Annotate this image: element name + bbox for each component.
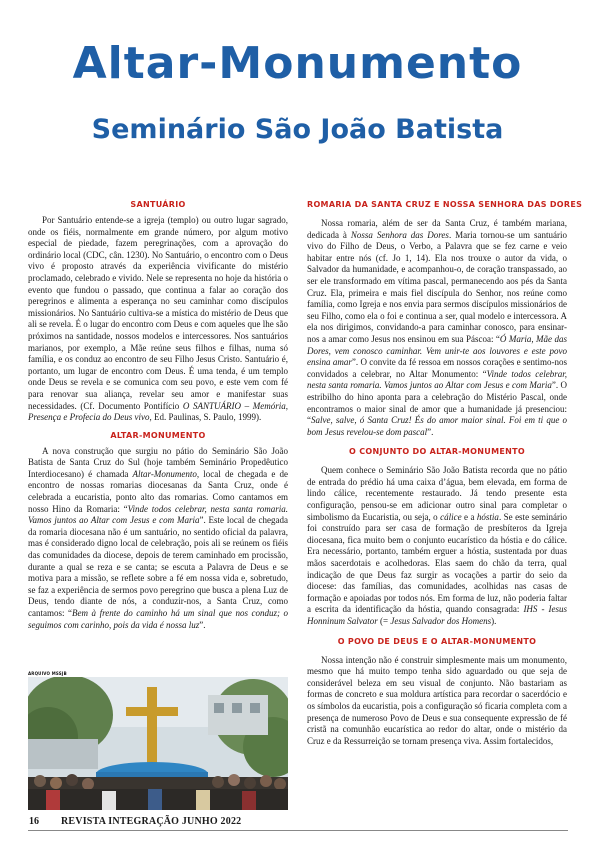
text-em: Altar-Monumento (132, 468, 197, 479)
altar-monumento-paragraph (28, 446, 288, 632)
text: ”. (427, 426, 434, 437)
text: , local de chegada e de encontro de nossas romarias diocesanas da Santa Cruz, onde é celebrada a eucaristia, ponto alto das romarias. Como cantamos em nosso Hino da Romaria: “ (28, 468, 289, 514)
footer-divider (28, 830, 568, 831)
text-em: Bem à frente do caminho há um sinal que nos conduz; o seguimos com carinho, pois da vida é nossa luz (28, 608, 288, 630)
text-em: Jesus Salvador dos Homens (390, 616, 492, 626)
text: . Se este seminário foi construído para ser casa de formação de presbíteros da Igreja diocesana, fica muito bem o conjunto eucarístico da hóstia e do cálice. Era necessário, portanto, também erguer a hóstia, sustentada por duas mãos sacerdotais e acolhedoras. Elas saem do chão da terra, qual indicação de que Deus faz surgir as vocações a partir do seio da diocese: das famílias, das comunidades, acolhidas nas casas de formação e apoiadas por todos nós. Em forma de luz, não poderia faltar a escrita da identificação da hóstia, quando consagrada: (307, 511, 567, 615)
text-em: O SANTUÁRIO – Memória, Presença e Profecia do Deus vivo (28, 400, 288, 423)
text-em: Vinde todos celebrar, nesta santa romaria. Vamos juntos ao Altar com Jesus e com Maria (28, 503, 288, 526)
right-column (307, 200, 583, 747)
text: ”. O estribilho do hino aponta para a celebração do Mistério Pascal, onde encontramos o maior sinal de amor que a humanidade já presenciou: “ (307, 380, 567, 426)
text-em: cálice (440, 511, 462, 522)
text: A nova construção que surgiu no pátio do Seminário São João Batista de Santa Cruz do Sul (hoje também Seminário Propedêutico Interdiocesano) é chamada (28, 445, 288, 479)
text: e a (461, 511, 477, 522)
romaria-photo (28, 677, 288, 810)
text: Quem conhece o Seminário São João Batista recorda que no pátio de entrada do prédio há uma caixa d’água, bem elevada, em forma de lindo cálice, recentemente restaurado. Já tendo presente esta configuração, pensou-se em adicionar outro sinal para completar o simbolismo da Eucaristia, ou seja, o (307, 465, 567, 522)
photo-credit: ARQUIVO MSSJB (28, 671, 67, 676)
text: ). (491, 616, 497, 626)
romaria-paragraph (307, 218, 567, 438)
text-em: Nossa Senhora das Dores (350, 229, 449, 240)
page-subtitle: Seminário São João Batista (91, 114, 504, 145)
section-heading-santuario: SANTUÁRIO (130, 200, 186, 209)
povo-de-deus-paragraph: Nossa intenção não é construir simplesmente mais um monumento, mesmo que há muito tempo tenha sido aguardado ou que seja de considerável beleza em seu visual de conjunto. Não bastariam as formas de concreto e sua moldura artística para recordar o sacerdócio e os símbolos da eucaristia, pois a configuração só ficaria completa com a presença de numeroso Povo de Deus e sua consequente expressão de fé cristã na comunhão eucarística ao redor do altar, onde o mistério da Cruz e da Ressurreição se tornam presença viva. Assim fortalecidos, (307, 654, 567, 746)
text: . Maria tornou-se um santuário vivo do Filho de Deus, o Verbo, a Palavra que se fez carne e veio habitar entre nós (cf. Jo 1, 14). Ela nos trouxe o autor da vida, o Salvador da humanidade, e acompanhou-o, de coração transpassado, ao ser ele transformado em vítima pascal, permanecendo aos pés da Santa Cruz. Ela, primeira e mais fiel discípula do Senhor, nos reúne como família, como Igreja e nos envia para sermos discípulos missionários de seu Filho, como ela o foi e continua a ser, qual modelo e intercessora. A ela nos dirigimos, convidando-a para caminhar conosco, para ensinar-nos a amar como Jesus nos ensinou em sua Páscoa: “ (307, 229, 567, 344)
santuario-paragraph (28, 215, 288, 424)
text-em: Vinde todos celebrar, nesta santa romaria. Vamos juntos ao Altar com Jesus e com Maria (307, 368, 567, 391)
page-number: 16 (29, 816, 39, 827)
text: , Ed. Paulinas, S. Paulo, 1999). (149, 412, 262, 423)
photo-illustration (28, 677, 288, 810)
text: Nossa romaria, além de ser da Santa Cruz, é também mariana, dedicada à (307, 218, 567, 240)
text-em: IHS - Iesus Honninum Salvator (307, 604, 567, 626)
text: ”. Este local de chegada da romaria diocesana não é um santuário, no sentido oficial da palavra, mas é considerado digno local de celebração, pois ali se reúnem os fiéis das comunidades da diocese, depois de terem caminhado em procissão, durante a qual se reza e se canta; se escuta a Palavra de Deus e se motiva para a missão, se reflete sobre a fé em nossa vida e, sobretudo, se faz a experiência de sermos povo peregrino que busca a plena Luz de Deus, tendo diante de nós, a conduzir-nos, a Santa Cruz, como cantamos: “ (28, 515, 288, 618)
text-em: Ó Maria, Mãe das Dores, vem conosco caminhar. Vem unir-te aos louvores e este povo ensina amar (307, 333, 567, 368)
text: Por Santuário entende-se a igreja (templo) ou outro lugar sagrado, onde os fiéis, normalmente em grande número, por algum motivo especial de piedade, fazem peregrinações, com a aprovação do ordinário local (CDC, cân. 1230). No Santuário, o encontro com o Deus vivo é proposto através da experiência vivificante do mistério proclamado, celebrado e vivido. Nele se representa no hoje da história o evento que fundou o passado, que continua a falar ao coração dos peregrinos e alimenta a esperança no seu caminhar como discípulos missionários. No Santuário cultiva-se a mística do mistério de Deus que ali se revela. É o lugar do encontro com Deus e com aqueles que lhe são próximos na santidade, nossos modelos e intercessores. Nos santuários marianos, por exemplo, a Mãe reúne seus filhos e filhas, numa só família, e os conduz ao encontro de seu Filho Jesus Cristo. Santuário é, portanto, um lugar de encontro com Deus. É uma tenda, é um templo onde Deus se revela e se comunica com seu povo, e este vem com fé para renovar sua aliança, revelar seu amor e manifestar suas necessidades. (Cf. Documento Pontifício (28, 215, 288, 411)
page-title: Altar-Monumento (72, 38, 523, 89)
text-em: hóstia (476, 511, 499, 522)
conjunto-paragraph (307, 465, 567, 627)
left-column (28, 200, 288, 631)
section-heading-conjunto: O CONJUNTO DO ALTAR-MONUMENTO (349, 447, 525, 457)
text: ”. (199, 619, 206, 630)
text: (= (377, 616, 391, 626)
magazine-name: REVISTA INTEGRAÇÃO JUNHO 2022 (61, 816, 242, 827)
text-em: Salve, salve, ó Santa Cruz! És do amor maior sinal. Foi em ti que o bom Jesus revelou-se dom pascal (307, 415, 567, 437)
text: ”. O convite da fé ressoa em nossos corações e sentimo-nos convidados a celebrar, no Altar Monumento: “ (307, 357, 568, 379)
page-footer (0, 812, 595, 830)
section-heading-altar-monumento: ALTAR-MONUMENTO (110, 430, 206, 440)
section-heading-povo-de-deus: O POVO DE DEUS E O ALTAR-MONUMENTO (337, 636, 537, 646)
section-heading-romaria: ROMARIA DA SANTA CRUZ E NOSSA SENHORA DAS DORES (307, 200, 583, 209)
